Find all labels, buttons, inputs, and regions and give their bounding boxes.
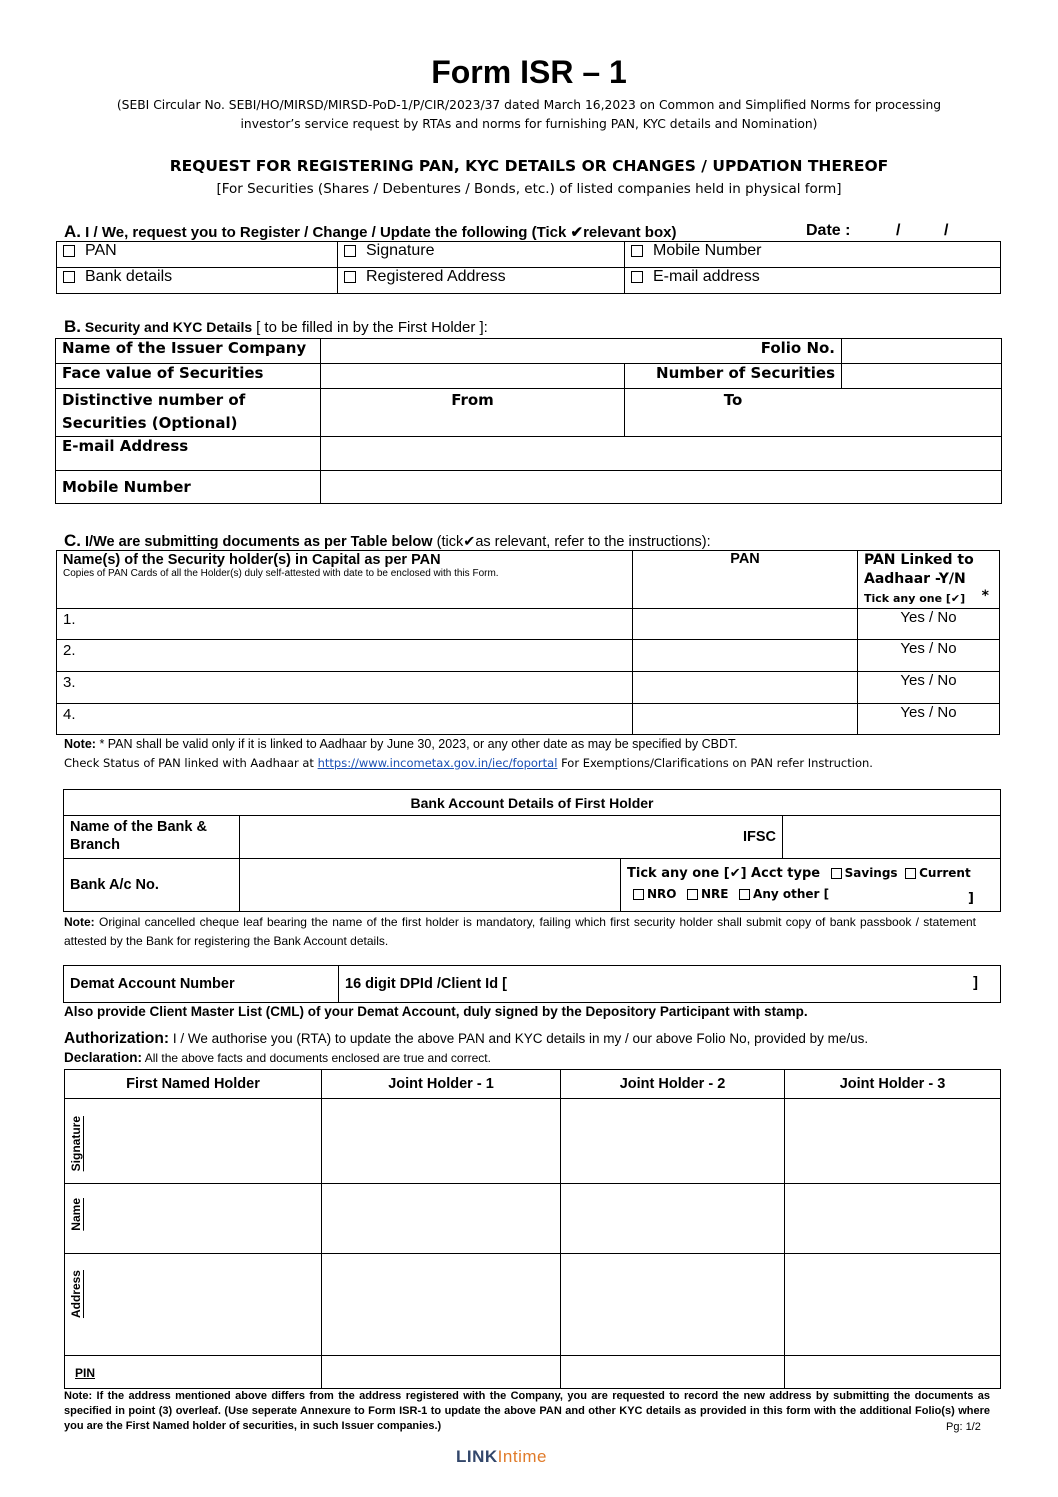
pin-cell[interactable] [561,1356,785,1389]
pin-cell[interactable] [785,1356,1001,1389]
signature-cell[interactable] [322,1099,561,1184]
checkbox[interactable] [905,868,916,879]
column-joint-holder-2: Joint Holder - 2 [561,1070,785,1099]
option-label: Registered Address [366,268,506,285]
circular-line-2: investor’s service request by RTAs and norms for furnishing PAN, KYC details and Nomination) [240,117,818,131]
bank-note [64,913,976,951]
yes-no-choice[interactable]: Yes / No [858,640,1000,672]
bank-name-line-1: Name of the Bank & [70,819,207,835]
checkbox[interactable] [631,271,643,283]
note-label: Note: [64,915,95,929]
section-c-heading [64,531,711,551]
table-row [57,640,1000,672]
holder-name-input[interactable] [57,704,633,735]
column-first-holder: First Named Holder [65,1070,322,1099]
signature-cell[interactable] [65,1099,322,1184]
holder-name-title: Name(s) of the Security holder(s) in Capital as per PAN [63,552,441,568]
table-row [57,672,1000,704]
linkintime-logo [456,1447,547,1467]
exemptions-text: For Exemptions/Clarifications on PAN refer Instruction. [561,756,873,770]
holder-name-input[interactable] [57,672,633,704]
bank-name-line-2: Branch [70,837,120,853]
declaration [64,1050,491,1065]
incometax-link[interactable]: https://www.incometax.gov.in/iec/foportal [317,756,558,770]
current-label: Current [919,866,971,880]
folio-no-label: Folio No. [321,339,842,364]
section-c-note: (tick✔as relevant, refer to the instructions): [436,534,711,550]
pan-input[interactable] [633,672,858,704]
yes-no-choice[interactable]: Yes / No [858,704,1000,735]
distinctive-to[interactable] [625,389,1002,437]
pan-input[interactable] [633,640,858,672]
declaration-text: All the above facts and documents enclosed are true and correct. [144,1051,491,1065]
issuer-company-label: Name of the Issuer Company [56,339,321,364]
savings-label: Savings [844,866,898,880]
form-title: Form ISR – 1 [431,54,627,90]
checkbox[interactable] [633,889,644,900]
option-label: E-mail address [653,268,760,285]
address-cell[interactable] [322,1254,561,1356]
pan-status-line [64,756,873,770]
holder-name-header [57,551,633,609]
circular-line-1: (SEBI Circular No. SEBI/HO/MIRSD/MIRSD-PoD-1/P/CIR/2023/37 dated March 16,2023 on Common and Simplified Norms for processing [116,98,942,112]
name-cell[interactable] [65,1184,322,1254]
note-label: Note: [64,737,96,751]
holder-name-subtitle: Copies of PAN Cards of all the Holder(s) duly self-attested with date to be enclosed with this Form. [63,568,499,579]
holder-name-input[interactable] [57,609,633,640]
section-c-title: I/We are submitting documents as per Table below [85,534,433,550]
checkbox[interactable] [63,245,75,257]
column-joint-holder-3: Joint Holder - 3 [785,1070,1001,1099]
name-row-label: Name [69,1198,83,1231]
option-signature[interactable] [338,242,625,268]
nre-label: NRE [701,887,729,901]
address-row [65,1254,1001,1356]
face-value-label: Face value of Securities [56,364,321,389]
signature-cell[interactable] [561,1099,785,1184]
address-note [64,1389,990,1434]
distinctive-from[interactable] [321,389,625,437]
table-row [57,704,1000,735]
account-type-label: Tick any one [✔] Acct type [627,866,821,881]
circular-reference [60,96,998,134]
pan-input[interactable] [633,704,858,735]
demat-label: Demat Account Number [64,966,339,1003]
authorization [64,1030,868,1048]
pan-linked-header [858,551,1000,609]
option-label: Mobile Number [653,242,762,259]
checkbox[interactable] [63,271,75,283]
pan-input[interactable] [633,609,858,640]
signature-row [65,1099,1001,1184]
signature-row-label: Signature [69,1115,83,1171]
address-cell[interactable] [785,1254,1001,1356]
pan-linked-line-2: Aadhaar -Y/N [864,571,966,587]
holder-name-input[interactable] [57,640,633,672]
option-pan[interactable] [57,242,338,268]
logo-intime-text: Intime [497,1447,547,1466]
kyc-details-table [55,338,1002,504]
pan-linked-line-3: Tick any one [✔] [864,592,966,605]
note-label: Note: [64,1390,93,1402]
dpid-label: 16 digit DPId /Client Id [ [345,976,507,992]
row-number: 2. [63,642,76,659]
address-cell[interactable] [561,1254,785,1356]
date-label: Date : [806,222,851,239]
nro-label: NRO [647,887,677,901]
to-label: To [723,391,743,409]
section-a-text: I / We, request you to Register / Change / Update the following (Tick ✔relevant box) [85,224,677,241]
name-cell[interactable] [785,1184,1001,1254]
signature-cell[interactable] [785,1099,1001,1184]
checkbox[interactable] [344,245,356,257]
any-other-close: ] [968,891,974,906]
email-label: E-mail Address [56,437,321,471]
distinctive-number-label [56,389,321,437]
mobile-label: Mobile Number [56,471,321,504]
checkbox[interactable] [739,889,750,900]
note-text: * PAN shall be valid only if it is linked to Aadhaar by June 30, 2023, or any other date as may be specified by CBDT. [99,737,738,751]
dpid-close: ] [973,975,978,991]
section-a-letter: A. [64,222,81,241]
distinctive-line-1: Distinctive number of [62,391,246,409]
date-separator: / [944,222,949,239]
holders-table [64,1069,1001,1389]
bank-account-label: Bank A/c No. [64,859,240,912]
option-registered-address[interactable] [338,268,625,294]
name-cell[interactable] [322,1184,561,1254]
section-a-heading [64,222,676,242]
authorization-text: I / We authorise you (RTA) to update the above PAN and KYC details in my / our above Folio No, provided by me/us. [172,1031,869,1046]
request-subtitle: [For Securities (Shares / Debentures / Bonds, etc.) of listed companies held in physical form] [216,181,842,197]
address-cell[interactable] [65,1254,322,1356]
distinctive-line-2: Securities (Optional) [62,414,238,432]
option-bank-details[interactable] [57,268,338,294]
number-of-securities-label: Number of Securities [625,364,842,389]
bank-title: Bank Account Details of First Holder [64,790,1001,816]
row-number: 4. [63,706,76,723]
yes-no-choice[interactable]: Yes / No [858,672,1000,704]
section-b-title: Security and KYC Details [84,319,253,335]
pan-linked-line-1: PAN Linked to [864,552,974,568]
bank-details-table [63,789,1001,912]
pin-label: PIN [75,1365,96,1380]
cml-note: Also provide Client Master List (CML) of your Demat Account, duly signed by the Depository Participant with stamp. [64,1004,808,1019]
ifsc-input[interactable] [783,816,1001,859]
option-mobile-number[interactable] [625,242,1001,268]
dpid-input[interactable] [339,966,1001,1003]
pin-cell[interactable] [322,1356,561,1389]
pin-row [65,1356,1001,1389]
account-type-group [621,859,1001,912]
option-label: PAN [85,242,117,259]
yes-no-choice[interactable]: Yes / No [858,609,1000,640]
option-label: Signature [366,242,435,259]
option-email-address[interactable] [625,268,1001,294]
from-label: From [451,391,494,409]
checkbox[interactable] [687,889,698,900]
address-row-label: Address [69,1270,83,1319]
any-other-label: Any other [ [753,887,830,901]
table-row [57,609,1000,640]
asterisk: * [981,588,989,604]
page-number: Pg: 1/2 [946,1421,981,1433]
logo-link-text: LINK [456,1447,498,1466]
section-b-heading [64,317,488,337]
section-b-letter: B. [64,317,81,336]
face-value-input[interactable] [321,364,625,389]
row-number: 3. [63,674,76,691]
column-joint-holder-1: Joint Holder - 1 [322,1070,561,1099]
authorization-label: Authorization: [64,1030,170,1047]
email-input[interactable] [321,437,1002,471]
name-row [65,1184,1001,1254]
demat-table [63,965,1001,1003]
section-c-letter: C. [64,531,81,550]
date-field[interactable] [806,222,949,240]
pin-cell[interactable] [65,1356,322,1389]
update-options-table [56,241,1001,294]
option-label: Bank details [85,268,173,285]
note-text: Original cancelled cheque leaf bearing the name of the first holder is mandatory, failing which first security holder shall submit copy of bank passbook / statement attested by the Bank for registering the Bank Account details. [64,915,977,948]
bank-name-label [64,816,240,859]
checkbox[interactable] [344,271,356,283]
mobile-input[interactable] [321,471,1002,504]
pan-note [64,737,738,751]
number-of-securities-input[interactable] [842,364,1002,389]
pan-holders-table [56,550,1000,735]
checkbox[interactable] [831,868,842,879]
section-b-note: [ to be filled in by the First Holder ]: [256,319,488,336]
row-number: 1. [63,611,76,628]
note-text: If the address mentioned above differs from the address registered with the Company, you are requested to record the new address by submitting the documents as specified in point (3) overleaf. (Use seperate Annexure to Form ISR-1 to update the above PAN and other KYC details as provided in this form with the additional Folio(s) where you are the First Named holder of securities, in such Issuer companies.) [64,1390,990,1432]
declaration-label: Declaration: [64,1050,143,1065]
check-status-text: Check Status of PAN linked with Aadhaar at [64,756,314,770]
request-title: REQUEST FOR REGISTERING PAN, KYC DETAILS OR CHANGES / UPDATION THEREOF [169,157,889,175]
bank-account-input[interactable] [240,859,621,912]
folio-no-input[interactable] [842,339,1002,364]
pan-header: PAN [633,551,858,609]
ifsc-label: IFSC [240,816,783,859]
name-cell[interactable] [561,1184,785,1254]
checkbox[interactable] [631,245,643,257]
date-separator: / [896,222,901,239]
